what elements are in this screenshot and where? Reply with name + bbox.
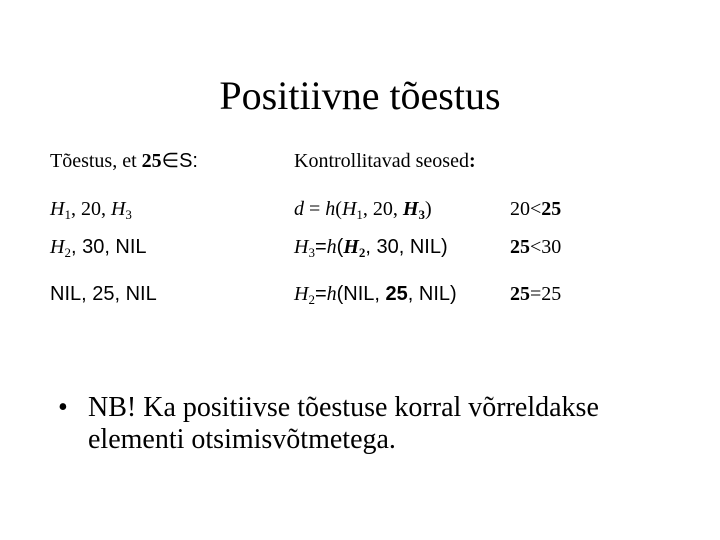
row-1-proof: $H_1$, 20, $H_3$ [50, 198, 132, 222]
relations-header-label: Kontrollitavad seosed [294, 150, 469, 172]
element-of-symbol: ∈ [161, 150, 180, 172]
proof-header-number: 25 [141, 150, 162, 172]
proof-header-prefix: Tõestus, et [50, 150, 142, 172]
row-2-relation: $H_3=h(H_2$, 30, NIL) [294, 236, 448, 260]
relations-header-colon: : [468, 150, 476, 172]
relations-header [294, 148, 476, 174]
row-1-comparison: 20<25 [510, 198, 562, 220]
bullet-text: NB! Ka positiivse tõestuse korral võrreldakse elementi otsimisvõtmetega. [88, 392, 599, 455]
row-3-relation: $H_2=h(NIL$, 25, NIL) [294, 283, 457, 307]
bullet-icon: • [58, 392, 68, 423]
slide-title: Positiivne tõestus [219, 73, 501, 118]
row-2-comparison: 25<30 [510, 236, 562, 258]
proof-header [50, 148, 198, 174]
row-1-relation: $d = h(H_1$, 20, $H_3$) [294, 198, 432, 222]
row-3-proof: NIL, 25, NIL [50, 283, 157, 305]
row-2-proof: $H_2$, 30, NIL [50, 236, 147, 260]
row-3-comparison: 25=25 [510, 283, 562, 305]
proof-header-set: S: [179, 150, 198, 172]
